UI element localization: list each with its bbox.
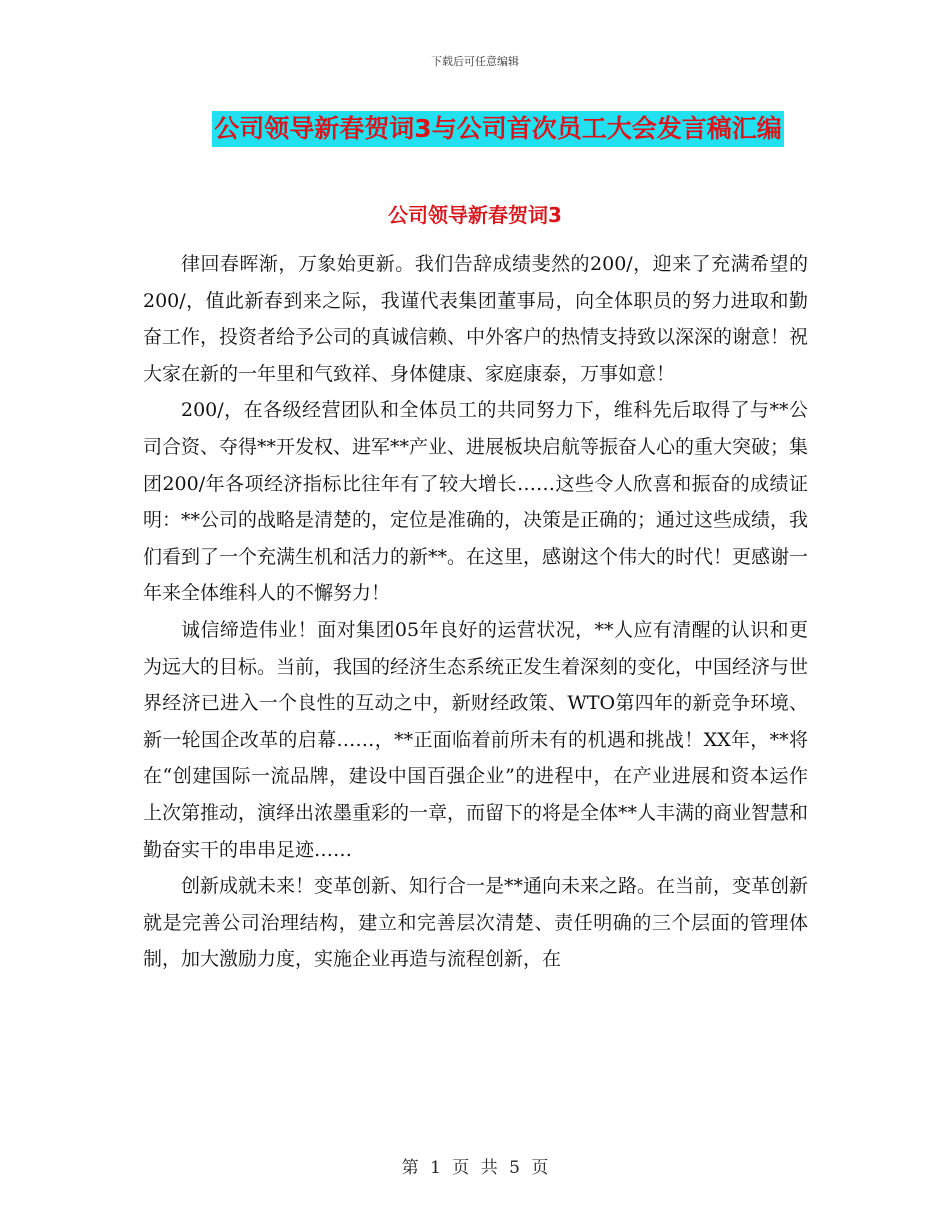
header-note: 下载后可任意编辑 xyxy=(431,55,519,68)
section-title: 公司领导新春贺词3 xyxy=(388,203,562,227)
paragraph: 创新成就未来！变革创新、知行合一是**通向未来之路。在当前，变革创新就是完善公司治理结构，建立和完善层次清楚、责任明确的三个层面的管理体制，加大激励力度，实施企业再造与流程创新，在 xyxy=(143,875,809,971)
paragraph: 律回春晖渐，万象始更新。我们告辞成绩斐然的200/，迎来了充满希望的200/，值此新春到来之际，我谨代表集团董事局，向全体职员的努力进取和勤奋工作，投资者给予公司的真诚信赖、中外客户的热情支持致以深深的谢意！祝大家在新的一年里和气致祥、身体健康、家庭康泰，万事如意！ xyxy=(143,253,809,385)
paragraph: 200/，在各级经营团队和全体员工的共同努力下，维科先后取得了与**公司合资、夺得**开发权、进军**产业、进展板块启航等振奋人心的重大突破；集团200/年各项经济指标比往年有了较大增长……这些令人欣喜和振奋的成绩证明：**公司的战略是清楚的，定位是准确的，决策是正确的；通过这些成绩，我们看到了一个充满生机和活力的新**。在这里，感谢这个伟大的时代！更感谢一年来全体维科人的不懈努力！ xyxy=(143,399,809,605)
document-body xyxy=(143,246,808,978)
document-title-container xyxy=(0,111,950,147)
document-title: 公司领导新春贺词3与公司首次员工大会发言稿汇编 xyxy=(212,111,783,147)
paragraph: 诚信缔造伟业！面对集团05年良好的运营状况，**人应有清醒的认识和更为远大的目标。当前，我国的经济生态系统正发生着深刻的变化，中国经济与世界经济已进入一个良性的互动之中，新财经政策、WTO第四年的新竞争环境、新一轮国企改革的启幕……，**正面临着前所未有的机遇和挑战！XX年，**将在“创建国际一流品牌，建设中国百强企业”的进程中，在产业进展和资本运作上次第推动，演绎出浓墨重彩的一章，而留下的将是全体**人丰满的商业智慧和勤奋实干的串串足迹…… xyxy=(143,618,809,861)
page-footer: 第 1 页 共 5 页 xyxy=(401,1158,549,1178)
